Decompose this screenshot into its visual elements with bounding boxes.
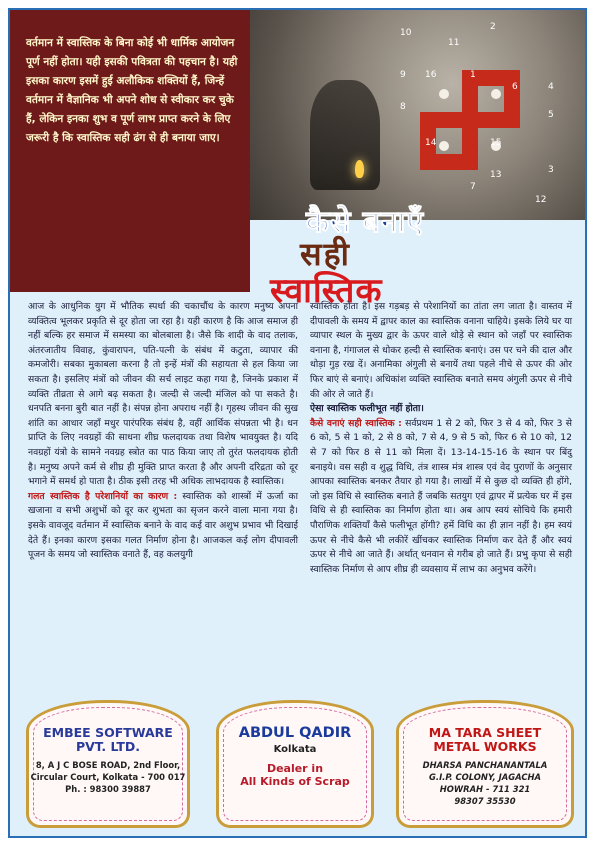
- photo-number: 15: [490, 138, 502, 148]
- photo-number: 12: [535, 195, 547, 205]
- paragraph: आज के आधुनिक युग में भौतिक स्पर्धा की चकाचौंध के कारण मनुष्य अपना व्यक्तित्व भूलकर प्रकृति से दूर होता जा रहा है। यही कारण है कि आज समाज ही नहीं बल्कि हर समाज में समस्या का बोलबाला है। जैसे कि शादी के वाद तलाक, अंतरजातीय विवाह, कुंवारापन, पति-पत्नी के संबंध में कटुता, व्यापार की कमजोरी। सबका मुकाबला करना है तो इन्हें मंत्रों की सहायता से हल किया जा सकता है। इसलिए मंत्रों को जीवन की सर्च लाइट कहा गया है, जिनके प्रकाश में व्यक्ति तीव्रता से आगे बढ़ सकता है। जल्दी से जल्दी मंजिल को पा सकते है। धनपति बनना बुरी बात नहीं है। संपन्न होना अपराध नहीं है। गृहस्थ जीवन की सुख शांति का आधार जहाँ मधुर पारंपरिक संबंध है, वहीं आर्थिक संपन्नता भी है। धन प्राप्ति के लिए नवग्रहों की साधना शीघ्र फलदायक तथा विशेष भावयुक्त है। यदि नवग्रहों यंत्रो के सामने नवग्रह स्त्रोत का पाठ किया जाए तो तुरंत फलदायक होती है। मनुष्य अपने कर्म से शीघ्र ही मुक्ति प्राप्त करता है और अपनी दरिद्रता को दूर भगाने में समर्थ हो पाता है। ठीक इसी तरह भी अधिक लाभदायक है स्वास्तिक।: [28, 301, 298, 488]
- photo-number: 14: [425, 138, 437, 148]
- paragraph-emphasis: ऐसा स्वास्तिक फलीभूत नहीं होता।: [310, 403, 424, 415]
- paragraph: स्वास्तिक होता है। इस गड़बड़ से परेशानियों का तांता लग जाता है। वास्तव में दीपावली के समय में द्वापर काल का स्वास्तिक वनाना चाहिये। इसके लिये घर या व्यापार स्थल के मुख्य द्वार के ऊपर वाले थोड़े से स्थान को जहाँ पर स्वास्तिक वनाना है, गंगाजल से धोकर हल्दी से स्वास्तिक बनाएं। उस पर चने की दाल और थोड़ा गुड़ रख दें। अनामिका अंगुली से बनायें तथा पहले नीचे से ऊपर की ओर फिर बाएं से बनाएं। अधिकांश व्यक्ति स्वास्तिक बनाते समय अंगुली ऊपर से नीचे की ओर ले जाते हैं।: [310, 301, 572, 400]
- photo-number: 3: [548, 165, 554, 175]
- ad-dealer-line: Dealer in: [266, 762, 324, 775]
- photo-number: 11: [448, 38, 460, 48]
- ad-dealer-line: All Kinds of Scrap: [240, 775, 350, 788]
- photo-number: 4: [548, 82, 554, 92]
- paragraph-text: स्वास्तिक को शास्त्रों में ऊर्जा का खजाना व सभी अशुभों को दूर कर शुभता का सृजन करने वाला माना गया है। इसके वावजूद वर्तमान में स्वास्तिक बनाने के वाद कई वार अशुभ प्रभाव भी दिखाई देते हैं। इनका कारण इसका गलत निर्माण होना है। आजकल कई लोग दीपावली पूजन के समय जो स्वास्तिक वनाते हैं, वह कलयुगी: [28, 490, 298, 561]
- ad-company-name: ABDUL QADIR: [238, 725, 352, 741]
- ad-address-line: HOWRAH - 711 321: [439, 784, 531, 794]
- article-column-right: [310, 300, 572, 577]
- paragraph-text: सर्वप्रथम 1 से 2 को, फिर 3 से 4 को, फिर 3 से 6 को, 5 से 1 को, 2 से 8 को, 7 से 4, 9 से 5 को, फिर 6 से 10 को, 12 से 7 को फिर 8 से 11 को मिला दें। 13-14-15-16 के स्थान पर बिंदु बनाइये। वस सही व शुद्ध विधि, तंत्र शास्त्र मंत्र शास्त्र एवं वेद पुराणों के अनुसार आपका स्वास्तिक बनकर तैयार हो गया है। लाखों में से कुछ दो व्यक्ति ही होंगे, जो इस विधि से स्वास्तिक बनाते हैं जबकि सतयुग एवं द्वापर में प्रत्येक घर में इस विधि से ही स्वास्तिक का निर्माण होता था। अब आप स्वयं सोचिये कि हमारी पौराणिक शक्तियाँ कैसे फलीभूत होंगी? हमें विधि का ही ज्ञान नहीं है। हम स्वयं ऊपर से नीचे कैसे भी लकीरें खींचकर स्वास्तिक निर्माण कर देते हैं और स्वयं ऊपर से नीचे आ जाते हैं। अर्थात् धनवान से गरीब हो जाते हैं। प्रभु कृपा से सही स्वास्तिक निर्माण से आप शीघ्र ही व्यवसाय में लाभ का अनुभव करेंगे।: [310, 417, 572, 575]
- article-column-left: [28, 300, 298, 563]
- intro-text: वर्तमान में स्वास्तिक के बिना कोई भी धार्मिक आयोजन पूर्ण नहीं होता। यही इसकी पवित्रता की पहचान है। यही इसका कारण इसमें हुई अलौकिक शक्तियों हैं, जिन्हें वर्तमान में वैज्ञानिक भी अपने शोध से स्वीकार कर चुके हैं, लेकिन इनका शुभ व पूर्ण लाभ प्राप्त करने के लिए जरूरी है कि स्वास्तिक सही ढंग से ही बनाया जाए।: [26, 37, 238, 144]
- ad-company-name: MA TARA SHEET: [428, 725, 542, 740]
- paragraph: [28, 490, 298, 563]
- ad-ma-tara-sheet-metal: [396, 700, 574, 828]
- section-heading: गलत स्वास्तिक है परेशानियों का कारण :: [28, 490, 178, 502]
- ad-address-line: G.I.P. COLONY, JAGACHA: [429, 772, 541, 782]
- photo-number: 10: [400, 28, 412, 38]
- ad-phone: Ph. : 98300 39887: [65, 784, 151, 794]
- ad-address: [26, 759, 190, 795]
- ad-address: [396, 759, 574, 807]
- ad-company-name: PVT. LTD.: [75, 739, 141, 754]
- ad-city: Kolkata: [273, 744, 317, 755]
- photo-number: 8: [400, 102, 406, 112]
- section-heading: कैसे वनाएं सही स्वास्तिक :: [310, 417, 402, 429]
- title-line-3: स्वास्तिक: [270, 271, 383, 311]
- photo-number: 13: [490, 170, 502, 180]
- ad-abdul-qadir: [216, 700, 374, 828]
- photo-number: 9: [400, 70, 406, 80]
- magazine-page: [8, 8, 587, 838]
- intro-box: [10, 10, 250, 292]
- article-title: [250, 170, 587, 311]
- ad-address-line: Circular Court, Kolkata - 700 017: [30, 772, 186, 782]
- title-line-2: सही: [300, 235, 351, 273]
- title-line-1: कैसे बनाएँ: [306, 205, 424, 240]
- ad-dealer-text: [216, 762, 374, 788]
- photo-number: 6: [512, 82, 518, 92]
- photo-number: 16: [425, 70, 437, 80]
- photo-number: 1: [470, 70, 476, 80]
- ad-embee-software: [26, 700, 190, 828]
- ad-address-line: 8, A J C BOSE ROAD, 2nd Floor,: [35, 760, 181, 770]
- ad-company-name: EMBEE SOFTWARE: [43, 725, 173, 740]
- photo-number: 2: [490, 22, 496, 32]
- photo-number: 7: [470, 182, 476, 192]
- ad-company-name: METAL WORKS: [433, 739, 537, 754]
- photo-number: 5: [548, 110, 554, 120]
- ad-address-line: DHARSA PANCHANANTALA: [422, 760, 548, 770]
- ad-phone: 98307 35530: [454, 796, 516, 806]
- paragraph: [310, 417, 572, 578]
- advertisements: [10, 694, 587, 836]
